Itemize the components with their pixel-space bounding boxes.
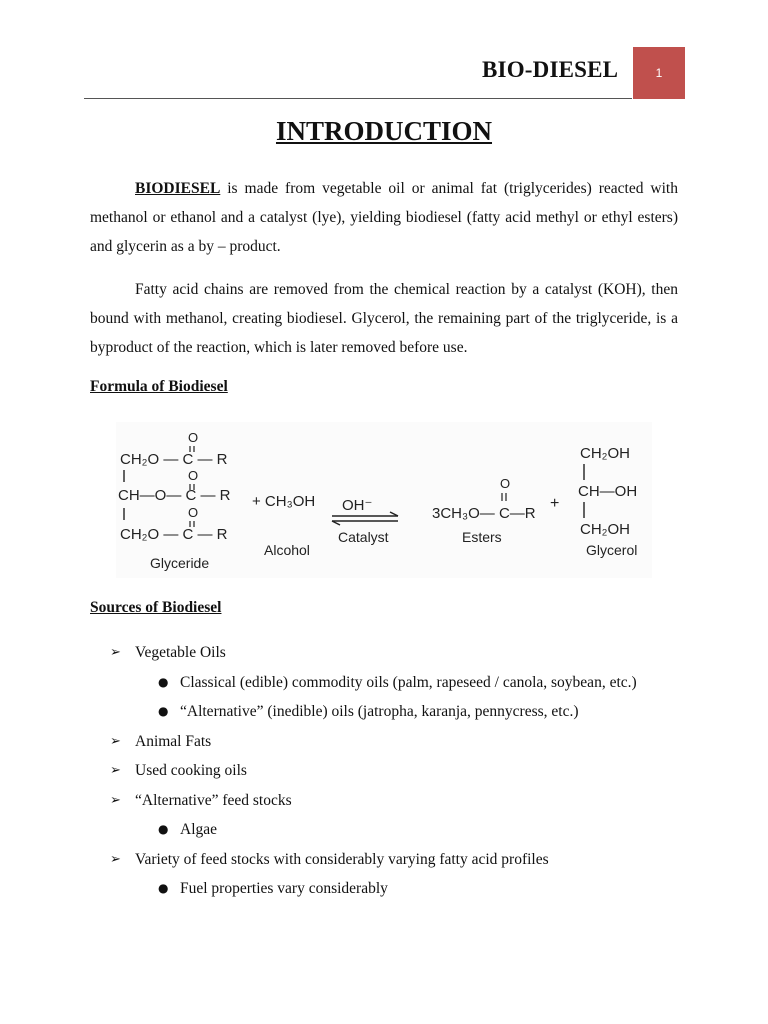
carbonyl-oxygen-1: O — [188, 430, 199, 445]
dot-bullet-icon: ● — [158, 822, 169, 836]
glyceride-structure — [118, 430, 231, 571]
arrow-bullet-icon: ➢ — [110, 792, 121, 808]
glyceride-row-3: CH₂O — C — R — [120, 526, 228, 543]
dot-bullet-icon: ● — [158, 881, 169, 895]
formula-heading: Formula of Biodiesel — [90, 378, 228, 395]
list-item: ● “Alternative” (inedible) oils (jatropha, karanja, pennycress, etc.) — [90, 697, 690, 727]
list-item: ● Algae — [90, 815, 690, 845]
catalyst-label: Catalyst — [338, 529, 389, 545]
header-title: BIO-DIESEL — [482, 57, 619, 82]
intro-paragraph-1 — [90, 174, 678, 261]
list-item: ➢ Animal Fats — [90, 727, 690, 757]
catalyst-hydroxide: OH⁻ — [342, 497, 373, 514]
list-item: ➢ Vegetable Oils — [90, 638, 690, 668]
arrow-bullet-icon: ➢ — [110, 645, 121, 660]
ester-carbonyl-oxygen: O — [500, 476, 511, 491]
carbonyl-oxygen-3: O — [188, 505, 199, 520]
arrow-bullet-icon: ➢ — [110, 763, 121, 778]
esters-formula: 3CH₃O— C—R — [432, 505, 536, 522]
glycerol-row-3: CH₂OH — [580, 521, 630, 538]
reaction-svg — [116, 422, 652, 578]
list-item: ➢ Used cooking oils — [90, 756, 690, 786]
esters-label: Esters — [462, 529, 502, 545]
plus-sign: + — [550, 495, 560, 512]
arrow-bullet-icon: ➢ — [110, 733, 121, 749]
page-number-badge: 1 — [633, 47, 685, 99]
glycerol-row-1: CH₂OH — [580, 445, 630, 462]
arrow-bullet-icon: ➢ — [110, 851, 121, 867]
dot-bullet-icon: ● — [158, 704, 169, 718]
glycerol-label: Glycerol — [586, 542, 638, 558]
sources-list — [90, 638, 690, 904]
alcohol-label: Alcohol — [264, 542, 310, 558]
lead-term: BIODIESEL — [135, 180, 221, 197]
list-item: ● Fuel properties vary considerably — [90, 874, 690, 904]
header-divider — [84, 98, 632, 99]
carbonyl-oxygen-2: O — [188, 468, 199, 483]
intro-paragraph-2 — [90, 275, 678, 362]
glyceride-row-1: CH₂O — C — R — [120, 451, 228, 468]
glycerol-row-2: CH—OH — [578, 483, 638, 500]
alcohol-formula: + CH₃OH — [252, 493, 316, 510]
glyceride-label: Glyceride — [150, 555, 210, 571]
list-item: ➢ Variety of feed stocks with considerably varying fatty acid profiles — [90, 845, 690, 875]
page-title: INTRODUCTION — [275, 116, 493, 146]
sources-heading: Sources of Biodiesel — [90, 599, 222, 616]
reaction-diagram — [116, 422, 652, 578]
dot-bullet-icon: ● — [158, 674, 169, 689]
glyceride-row-2: CH—O— C — R — [118, 487, 231, 504]
intro-paragraph-2-text: Fatty acid chains are removed from the chemical reaction by a catalyst (KOH), then bound with methanol, creating biodiesel. Glycerol, the remaining part of the triglyceride, is a byproduct of the reaction, which is later removed before use. — [90, 281, 678, 356]
intro-paragraph-1-text: is made from vegetable oil or animal fat (triglycerides) reacted with methanol or ethanol and a catalyst (lye), yielding biodiesel (fatty acid methyl or ethyl esters) and glycerin as a by – product. — [90, 180, 678, 255]
list-item: ➢ “Alternative” feed stocks — [90, 786, 690, 816]
list-item: ● Classical (edible) commodity oils (palm, rapeseed / canola, soybean, etc.) — [90, 668, 690, 698]
